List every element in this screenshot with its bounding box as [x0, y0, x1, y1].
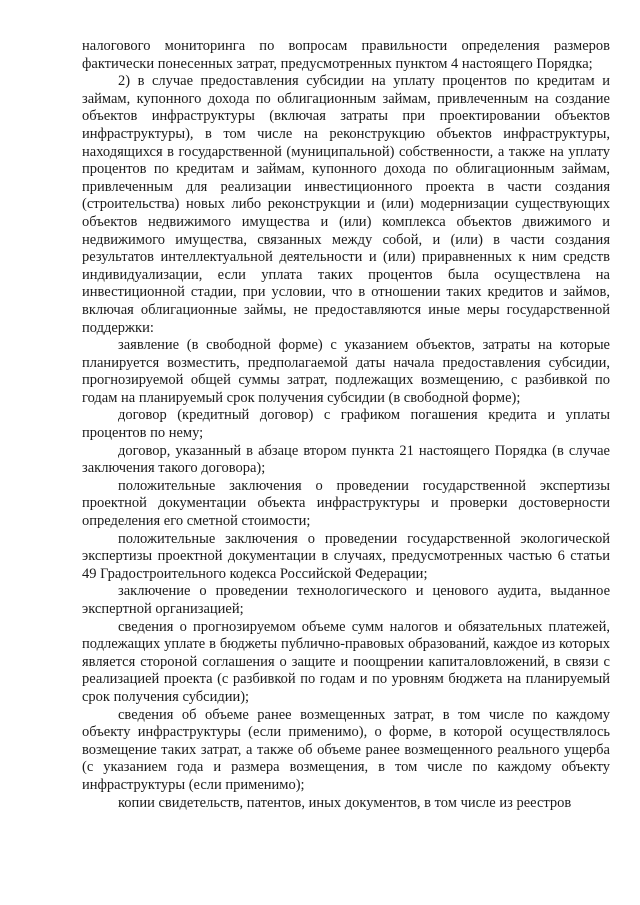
- document-page: [82, 38, 610, 812]
- paragraph-credit-agreement: договор (кредитный договор) с графиком погашения кредита и уплаты процентов по нему;: [82, 407, 610, 442]
- paragraph-agreement-reference: договор, указанный в абзаце втором пункта 21 настоящего Порядка (в случае заключения такого договора);: [82, 442, 610, 477]
- paragraph-reimbursed-costs: сведения об объеме ранее возмещенных затрат, в том числе по каждому объекту инфраструктуры (если применимо), о форме, в которой осуществлялось возмещение таких затрат, а также об объеме ранее возмещенного реального ущерба (с указанием года и размера возмещения, в том числе по каждому объекту инфраструктуры (если применимо);: [82, 706, 610, 793]
- paragraph-item-2: 2) в случае предоставления субсидии на уплату процентов по кредитам и займам, купонного дохода по облигационным займам, привлеченным на создание объектов инфраструктуры (включая затраты при проектировании объектов инфраструктуры), в том числе на реконструкцию объектов инфраструктуры, находящихся в государственной (муниципальной) собственности, а также на уплату процентов по кредитам и займам, купонного дохода по облигационным займам, привлеченным для реализации инвестиционного проекта в части создания (строительства) новых либо реконструкции и (или) модернизации существующих объектов недвижимого имущества и (или) комплекса объектов движимого и недвижимого имущества, связанных между собой, и (или) в части создания результатов интеллектуальной деятельности и (или) приравненных к ним средств индивидуализации, если уплата таких процентов была осуществлена на инвестиционной стадии, при условии, что в отношении таких кредитов и займов, включая облигационные займы, не предоставляются иные меры государственной поддержки:: [82, 73, 610, 336]
- paragraph-continuation: налогового мониторинга по вопросам правильности определения размеров фактически понесенных затрат, предусмотренных пунктом 4 настоящего Порядка;: [82, 38, 610, 72]
- paragraph-ecological-expertise: положительные заключения о проведении государственной экологической экспертизы проектной документации в случаях, предусмотренных частью 6 статьи 49 Градостроительного кодекса Российской Федерации;: [82, 530, 610, 582]
- paragraph-certificate-copies: копии свидетельств, патентов, иных документов, в том числе из реестров: [118, 794, 572, 811]
- paragraph-state-expertise: положительные заключения о проведении государственной экспертизы проектной документации объекта инфраструктуры и проверки достоверности определения его сметной стоимости;: [82, 477, 610, 530]
- paragraph-application: заявление (в свободной форме) с указанием объектов, затраты на которые планируется возместить, предполагаемой даты начала предоставления субсидии, прогнозируемой общей суммы затрат, подлежащих возмещению, с разбивкой по годам на планируемый срок получения субсидии (в свободной форме);: [82, 337, 610, 406]
- paragraph-tax-forecast: сведения о прогнозируемом объеме сумм налогов и обязательных платежей, подлежащих уплате в бюджеты публично-правовых образований, каждое из которых является стороной соглашения о защите и поощрении капиталовложений, в связи с реализацией проекта (с разбивкой по годам и по уровням бюджета на планируемый срок получения субсидии);: [82, 618, 610, 705]
- paragraph-audit-conclusion: заключение о проведении технологического и ценового аудита, выданное экспертной организацией;: [82, 583, 610, 617]
